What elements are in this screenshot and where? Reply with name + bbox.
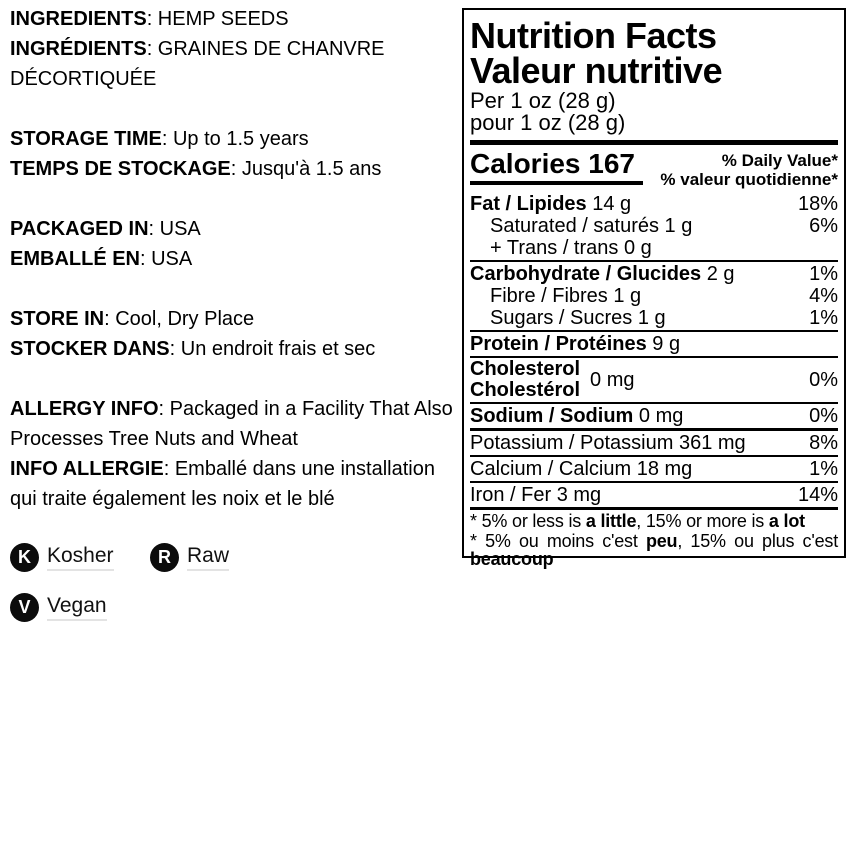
nutrition-facts-panel bbox=[462, 8, 846, 569]
store-in-line-fr bbox=[10, 334, 462, 364]
allergy-info-label-en: ALLERGY INFO bbox=[10, 398, 159, 420]
kosher-icon: K bbox=[10, 543, 39, 572]
nutrient-pct: 1% bbox=[809, 307, 838, 329]
packaged-in-section bbox=[10, 214, 462, 274]
divider bbox=[470, 455, 838, 457]
badge-row-1 bbox=[10, 543, 462, 572]
packaged-in-label-en: PACKAGED IN bbox=[10, 218, 149, 240]
badge-row-2 bbox=[10, 593, 462, 622]
row-potassium bbox=[470, 432, 838, 454]
footnote-en-bold1: a little bbox=[585, 511, 637, 531]
nutrient-name-bold: Sodium / Sodium bbox=[470, 405, 634, 427]
allergy-info-line-fr bbox=[10, 454, 462, 514]
footnote-en-part2: , 15% or more is bbox=[636, 511, 769, 531]
nutrient-pct: 14% bbox=[797, 484, 838, 506]
daily-value-header-en: % Daily Value* bbox=[721, 151, 838, 170]
storage-time-value-fr: : Jusqu'à 1.5 ans bbox=[230, 158, 382, 180]
cholesterol-amount: 0 mg bbox=[590, 368, 635, 391]
vegan-label: Vegan bbox=[47, 595, 107, 621]
vegan-icon: V bbox=[10, 593, 39, 622]
row-sugars bbox=[470, 307, 838, 329]
nutrient-amount: Potassium / Potassium 361 mg bbox=[470, 432, 746, 454]
footnote-fr-part2: , 15% ou plus c'est bbox=[677, 531, 838, 551]
store-in-value-fr: : Un endroit frais et sec bbox=[169, 338, 376, 360]
nutrition-facts-title-fr: Valeur nutritive bbox=[470, 50, 723, 91]
packaged-in-line-fr bbox=[10, 244, 462, 274]
cholesterol-name-group bbox=[470, 359, 635, 401]
nutrient-amount: 14 g bbox=[586, 193, 632, 215]
nutrient-name bbox=[470, 193, 631, 215]
store-in-value-en: : Cool, Dry Place bbox=[104, 308, 255, 330]
allergy-info-section bbox=[10, 394, 462, 514]
nutrient-pct: 1% bbox=[809, 458, 838, 480]
row-trans bbox=[470, 237, 838, 259]
serving-size-en: Per 1 oz (28 g) bbox=[470, 88, 616, 113]
storage-time-label-en: STORAGE TIME bbox=[10, 128, 162, 150]
certification-badges bbox=[10, 543, 462, 643]
kosher-label: Kosher bbox=[47, 545, 114, 571]
footnote-fr-bold2: beaucoup bbox=[470, 549, 554, 569]
divider bbox=[470, 330, 838, 332]
store-in-label-fr: STOCKER DANS bbox=[10, 338, 170, 360]
packaged-in-line-en bbox=[10, 214, 462, 244]
thick-divider bbox=[470, 140, 838, 145]
storage-time-label-fr: TEMPS DE STOCKAGE bbox=[10, 158, 231, 180]
nutrient-name-bold: Fat / Lipides bbox=[470, 193, 587, 215]
divider bbox=[470, 507, 838, 510]
row-saturated bbox=[470, 215, 838, 237]
serving-size-fr: pour 1 oz (28 g) bbox=[470, 110, 626, 135]
packaged-in-value-fr: : USA bbox=[140, 248, 193, 270]
nutrient-amount: 0 mg bbox=[633, 405, 684, 427]
footnote-en bbox=[470, 512, 838, 530]
calories-row bbox=[470, 149, 838, 187]
nutrient-pct: 0% bbox=[809, 405, 838, 427]
daily-value-header bbox=[660, 149, 838, 187]
daily-value-header-fr: % valeur quotidienne* bbox=[660, 170, 838, 189]
nutrient-name bbox=[470, 263, 735, 285]
nutrient-name bbox=[470, 215, 692, 237]
ingredients-line-fr bbox=[10, 34, 462, 94]
nutrient-amount: + Trans / trans 0 g bbox=[490, 237, 652, 259]
row-cholesterol bbox=[470, 359, 838, 401]
cholesterol-name-en: Cholesterol bbox=[470, 358, 581, 380]
footnote-en-part1: * 5% or less is bbox=[470, 511, 586, 531]
row-sodium bbox=[470, 405, 838, 427]
cholesterol-name-fr: Cholestérol bbox=[470, 379, 581, 401]
raw-label: Raw bbox=[187, 545, 229, 571]
allergy-info-line-en bbox=[10, 394, 462, 454]
nutrient-amount: 9 g bbox=[646, 333, 681, 355]
ingredients-value-fr: : GRAINES DE CHANVRE DÉCORTIQUÉE bbox=[10, 38, 385, 90]
nutrition-facts-title-en: Nutrition Facts bbox=[470, 15, 717, 56]
footnote-fr-part1: * 5% ou moins c'est bbox=[470, 531, 646, 551]
divider bbox=[470, 428, 838, 431]
vegan-badge bbox=[10, 593, 150, 622]
nutrient-name-bold: Protein / Protéines bbox=[470, 333, 647, 355]
nutrient-name bbox=[470, 458, 692, 480]
divider bbox=[470, 260, 838, 262]
nutrient-amount: Fibre / Fibres 1 g bbox=[490, 285, 642, 307]
footnote-fr-bold1: peu bbox=[645, 531, 678, 551]
nutrient-amount: Iron / Fer 3 mg bbox=[470, 484, 602, 506]
nutrient-name bbox=[470, 285, 641, 307]
row-fibre bbox=[470, 285, 838, 307]
nutrient-name bbox=[470, 432, 746, 454]
storage-time-value-en: : Up to 1.5 years bbox=[161, 128, 309, 150]
nutrient-pct: 6% bbox=[809, 215, 838, 237]
nutrient-pct: 0% bbox=[809, 368, 838, 391]
ingredients-label-fr: INGRÉDIENTS bbox=[10, 38, 147, 60]
packaged-in-label-fr: EMBALLÉ EN bbox=[10, 248, 140, 270]
footnote-fr bbox=[470, 532, 838, 568]
ingredients-value-en: : HEMP SEEDS bbox=[146, 8, 289, 30]
nutrient-name bbox=[470, 484, 601, 506]
store-in-section bbox=[10, 304, 462, 364]
store-in-label-en: STORE IN bbox=[10, 308, 105, 330]
nutrient-name bbox=[470, 307, 666, 329]
allergy-info-value-en: : Packaged in a Facility That Also Processes Tree Nuts and Wheat bbox=[10, 398, 453, 450]
nutrient-name bbox=[470, 405, 683, 427]
row-calcium bbox=[470, 458, 838, 480]
packaged-in-value-en: : USA bbox=[148, 218, 201, 240]
nutrient-amount: Saturated / saturés 1 g bbox=[490, 215, 693, 237]
store-in-line-en bbox=[10, 304, 462, 334]
nutrient-pct: 8% bbox=[809, 432, 838, 454]
storage-time-line-fr bbox=[10, 154, 462, 184]
cholesterol-names bbox=[470, 359, 580, 401]
nutrient-amount: 2 g bbox=[701, 263, 735, 285]
divider bbox=[470, 402, 838, 404]
nutrient-pct: 18% bbox=[797, 193, 838, 215]
footnote-en-bold2: a lot bbox=[768, 511, 805, 531]
row-carbohydrate bbox=[470, 263, 838, 285]
calories-value: Calories 167 bbox=[470, 149, 643, 185]
allergy-info-value-fr: : Emballé dans une installation qui traite également les noix et le blé bbox=[10, 458, 435, 510]
row-protein bbox=[470, 333, 838, 355]
product-info-column bbox=[10, 0, 462, 544]
row-fat bbox=[470, 193, 838, 215]
nutrient-name-bold: Carbohydrate / Glucides bbox=[470, 263, 702, 285]
storage-time-line-en bbox=[10, 124, 462, 154]
allergy-info-label-fr: INFO ALLERGIE bbox=[10, 458, 164, 480]
row-iron bbox=[470, 484, 838, 506]
kosher-badge bbox=[10, 543, 150, 572]
raw-icon: R bbox=[150, 543, 179, 572]
nutrient-amount: Calcium / Calcium 18 mg bbox=[470, 458, 693, 480]
nutrient-amount: Sugars / Sucres 1 g bbox=[490, 307, 666, 329]
ingredients-section bbox=[10, 4, 462, 94]
nutrient-pct: 4% bbox=[809, 285, 838, 307]
ingredients-line-en bbox=[10, 4, 462, 34]
raw-badge bbox=[150, 543, 229, 572]
nutrient-pct: 1% bbox=[809, 263, 838, 285]
storage-time-section bbox=[10, 124, 462, 184]
divider bbox=[470, 481, 838, 483]
ingredients-label-en: INGREDIENTS bbox=[10, 8, 147, 30]
nutrient-name bbox=[470, 237, 652, 259]
nutrient-name bbox=[470, 333, 680, 355]
